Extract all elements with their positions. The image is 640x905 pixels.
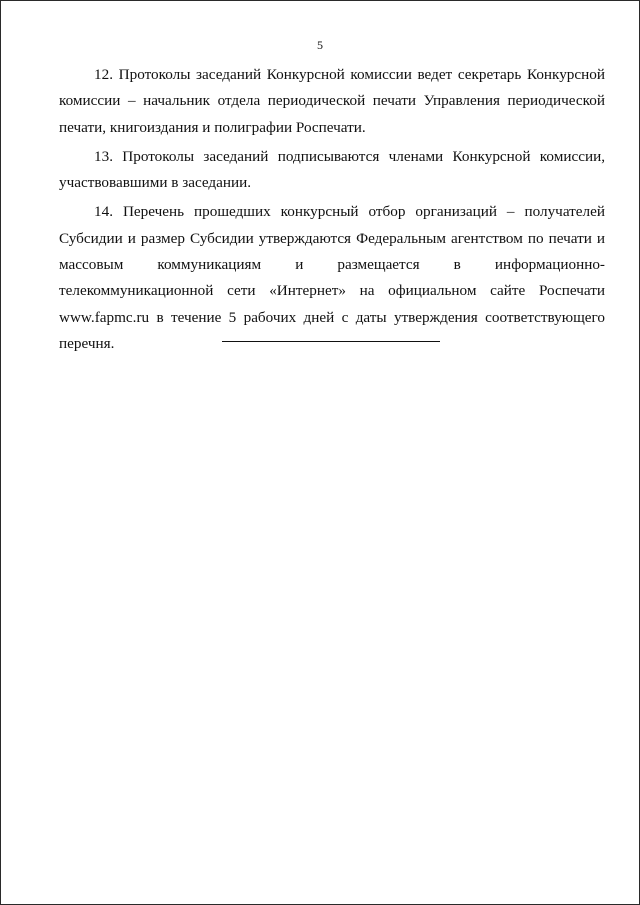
paragraph-13: 13. Протоколы заседаний подписываются членами Конкурсной комиссии, участвовавшими в заседании. [59, 147, 605, 192]
paragraph-12: 12. Протоколы заседаний Конкурсной комиссии ведет секретарь Конкурсной комиссии – начальник отдела периодической печати Управления периодической печати, книгоиздания и полиграфии Роспечати. [59, 66, 605, 136]
paragraph-14: 14. Перечень прошедших конкурсный отбор организаций – получателей Субсидии и размер Субсидии утверждаются Федеральным агентством по печати и массовым коммуникациям и размещается в информационно-телекоммуникационной сети «Интернет» на официальном сайте Роспечати www.fapmc.ru в течение 5 рабочих дней с даты утверждения соответствующего перечня. [59, 203, 605, 352]
end-separator-line [222, 341, 440, 342]
page-number: 5 [317, 38, 323, 52]
document-body [59, 62, 605, 360]
